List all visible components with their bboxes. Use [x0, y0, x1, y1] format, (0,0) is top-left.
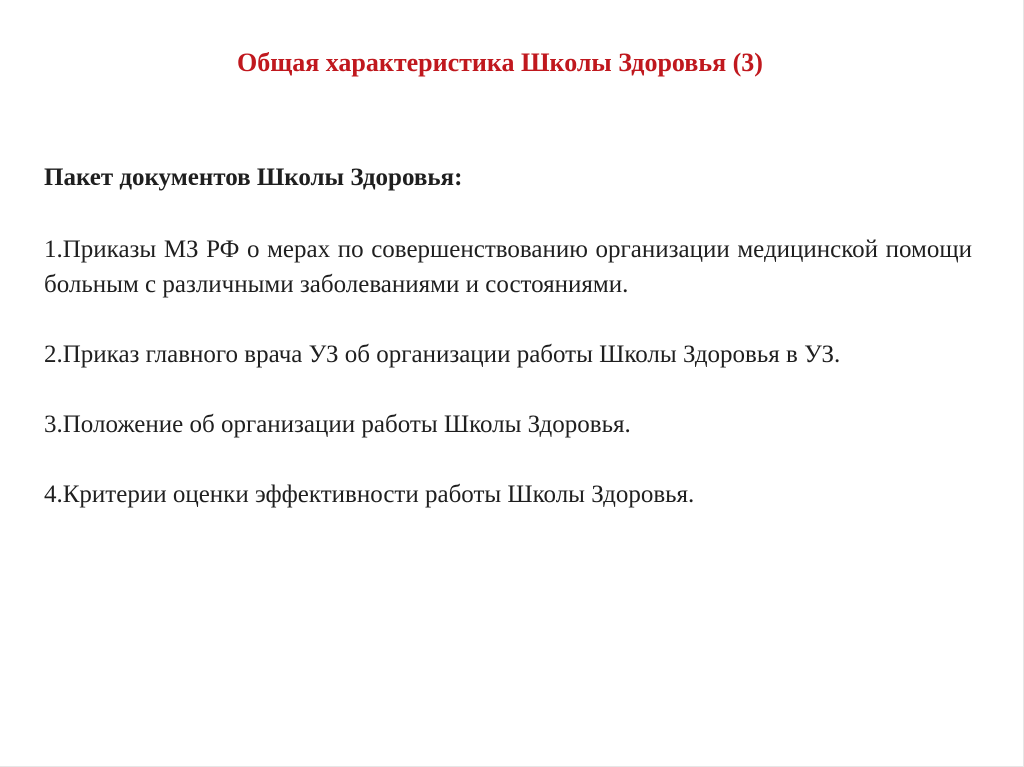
list-item-text: 4.Критерии оценки эффективности работы Школы Здоровья. [44, 481, 695, 508]
list-item [44, 337, 972, 372]
slide-body [44, 160, 972, 512]
document-package-heading: Пакет документов Школы Здоровья: [44, 164, 463, 191]
list-item-text: 3.Положение об организации работы Школы Здоровья. [44, 411, 631, 438]
list-item [44, 477, 972, 512]
list-item [44, 232, 972, 302]
list-item-text: 1.Приказы МЗ РФ о мерах по совершенствованию организации медицинской помощи больным с различными заболеваниями и состояниями. [44, 236, 972, 298]
list-item [44, 407, 972, 442]
slide-title: Общая характеристика Школы Здоровья (3) [237, 48, 763, 77]
list-item-text: 2.Приказ главного врача УЗ об организации работы Школы Здоровья в УЗ. [44, 341, 841, 368]
